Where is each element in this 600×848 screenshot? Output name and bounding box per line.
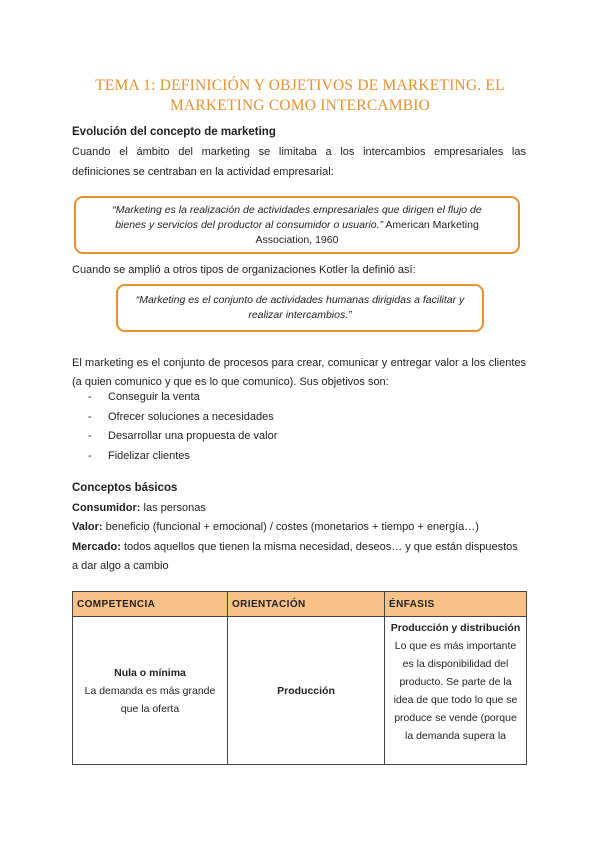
title-line-1: TEMA 1: DEFINICIÓN Y OBJETIVOS DE MARKETING. EL xyxy=(95,77,505,94)
list-item: - Fidelizar clientes xyxy=(88,449,190,462)
quote-ama-source-b: Association, 1960 xyxy=(255,234,339,246)
list-item: - Conseguir la venta xyxy=(88,391,200,403)
def-mercado: Mercado: todos aquellos que tienen la misma necesidad, deseos… y que están dispuestos xyxy=(72,541,518,553)
header-enfasis: ÉNFASIS xyxy=(385,592,527,617)
quote-ama-text-a: “Marketing es la realización de actividades empresariales que dirigen el flujo de xyxy=(112,204,482,216)
quote-ama-source-a: American Marketing xyxy=(383,219,479,231)
def-mercado-cont: a dar algo a cambio xyxy=(72,560,169,572)
def-valor: Valor: beneficio (funcional + emocional) / costes (monetarios + tiempo + energía…) xyxy=(72,521,479,533)
table-row xyxy=(73,617,527,765)
header-orientacion: ORIENTACIÓN xyxy=(228,592,385,617)
quote-box-ama xyxy=(74,196,520,254)
section-heading-evolution: Evolución del concepto de marketing xyxy=(72,126,276,138)
quote-box-kotler xyxy=(116,284,484,332)
marketing-def-line-1: El marketing es el conjunto de procesos para crear, comunicar y entregar valor a los clientes xyxy=(72,357,526,369)
quote-kotler-line-1: “Marketing es el conjunto de actividades humanas dirigidas a facilitar y xyxy=(135,294,465,306)
objectives-list xyxy=(88,388,277,466)
intro-line-2: definiciones se centraban en la actividad empresarial: xyxy=(72,166,334,178)
quote-kotler-line-2: realizar intercambios.” xyxy=(248,309,352,321)
kotler-intro: Cuando se amplió a otros tipos de organizaciones Kotler la definió así: xyxy=(72,264,416,276)
cell-enfasis: Producción y distribución Lo que es más importante es la disponibilidad del producto. Se parte de la idea de que todo lo que se produce se vende (porque la demanda supera la xyxy=(385,617,527,765)
def-consumidor: Consumidor: las personas xyxy=(72,502,206,514)
marketing-def-line-2: (a quien comunico y que es lo que comunico). Sus objetivos son: xyxy=(72,376,389,388)
orientation-table xyxy=(72,591,527,765)
list-item: - Desarrollar una propuesta de valor xyxy=(88,430,278,442)
intro-line-1: Cuando el ámbito del marketing se limitaba a los intercambios empresariales las xyxy=(72,146,526,158)
section-heading-concepts: Conceptos básicos xyxy=(72,482,178,494)
quote-ama-text-b: bienes y servicios del productor al consumidor o usuario.” xyxy=(115,219,384,231)
cell-competencia: Nula o mínima La demanda es más grande que la oferta xyxy=(73,617,228,765)
header-competencia: COMPETENCIA xyxy=(73,592,228,617)
cell-orientacion: Producción xyxy=(228,617,385,765)
page-title xyxy=(60,76,540,116)
title-line-2: MARKETING COMO INTERCAMBIO xyxy=(169,97,431,114)
list-item: - Ofrecer soluciones a necesidades xyxy=(88,410,274,423)
